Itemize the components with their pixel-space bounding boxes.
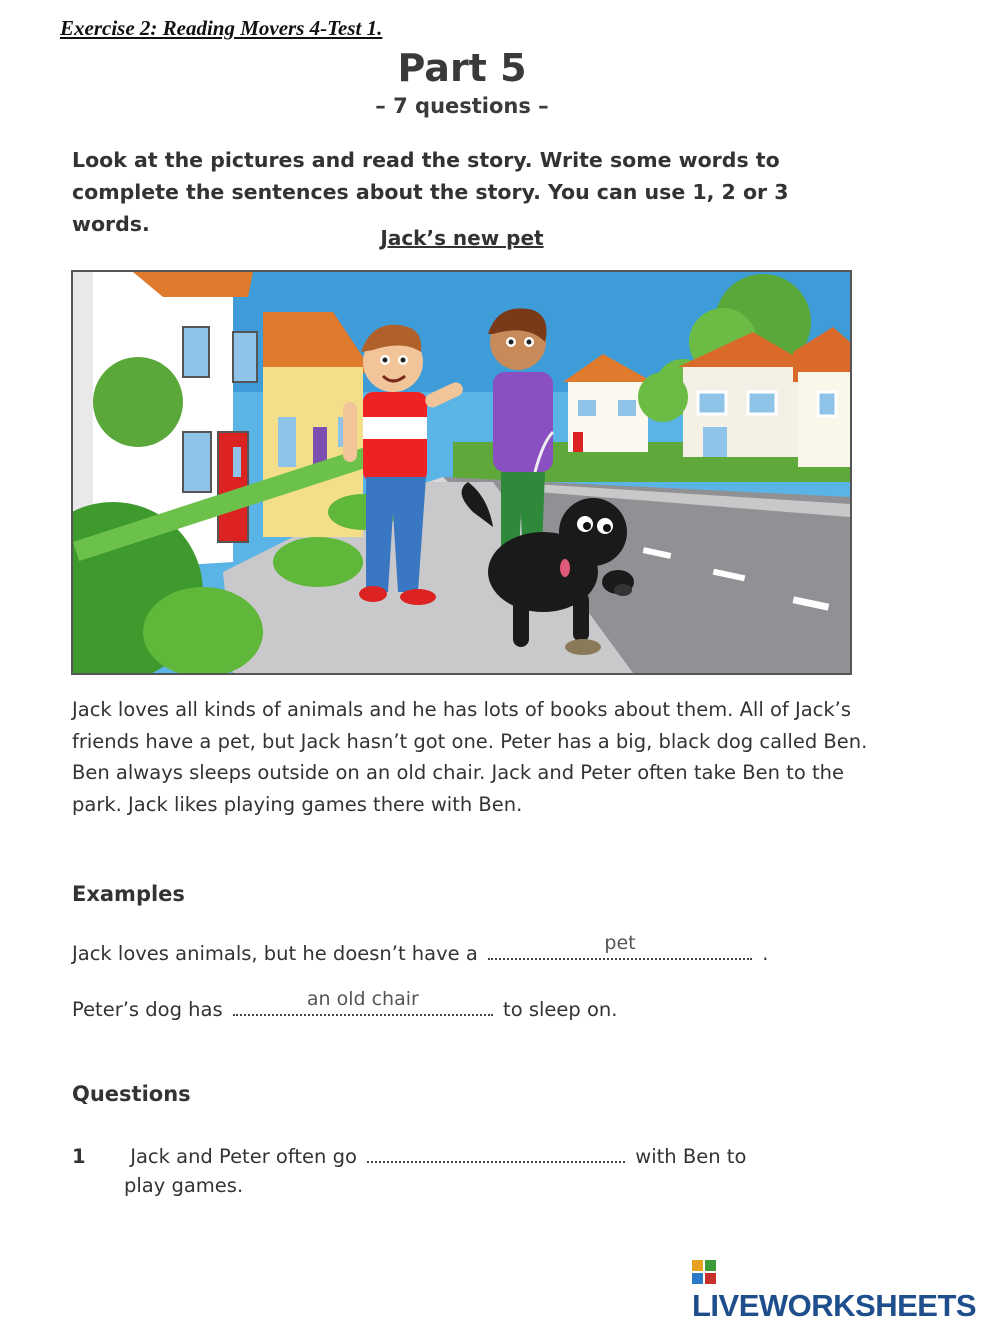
logo-text: LIVEWORKSHEETS: [692, 1288, 977, 1323]
example-2-text: Peter’s dog has: [72, 998, 223, 1021]
example-1-text: Jack loves animals, but he doesn’t have a: [72, 942, 478, 965]
example-1: [72, 932, 769, 965]
question-1-number: 1: [72, 1145, 86, 1168]
example-2-end: to sleep on.: [503, 998, 618, 1021]
question-1-text-after: with Ben to: [635, 1145, 747, 1168]
example-2-answer: an old chair: [306, 988, 419, 1010]
liveworksheets-mark-icon: [692, 1260, 716, 1284]
liveworksheets-logo: [692, 1252, 1000, 1324]
part-subtitle: – 7 questions –: [375, 94, 549, 118]
question-1-text: Jack and Peter often go: [130, 1145, 357, 1168]
example-1-answer: pet: [604, 932, 636, 954]
story-illustration: [71, 270, 852, 675]
part-title: Part 5: [397, 46, 527, 90]
instructions: Look at the pictures and read the story. Write some words to complete the sentences about the story. You can use 1, 2 or 3 words.: [72, 148, 789, 236]
examples-heading: Examples: [72, 882, 185, 906]
story-title: Jack’s new pet: [380, 226, 544, 250]
example-2-blank: [233, 988, 493, 1016]
question-1: [72, 1143, 746, 1168]
example-1-blank: [488, 932, 752, 960]
street-scene-image: [73, 272, 850, 673]
story-text: Jack loves all kinds of animals and he has lots of books about them. All of Jack’s friends have a pet, but Jack hasn’t got one. Peter has a big, black dog called Ben. Ben always sleeps outside on an old chair. Jack and Peter often take Ben to the park. Jack likes playing games there with Ben.: [72, 698, 868, 816]
question-1-answer-field[interactable]: [367, 1143, 625, 1163]
question-1-line2: play games.: [124, 1174, 244, 1197]
exercise-title: Exercise 2: Reading Movers 4-Test 1.: [60, 16, 383, 40]
example-1-end: .: [762, 942, 769, 965]
example-2: [72, 988, 618, 1021]
questions-heading: Questions: [72, 1082, 191, 1106]
